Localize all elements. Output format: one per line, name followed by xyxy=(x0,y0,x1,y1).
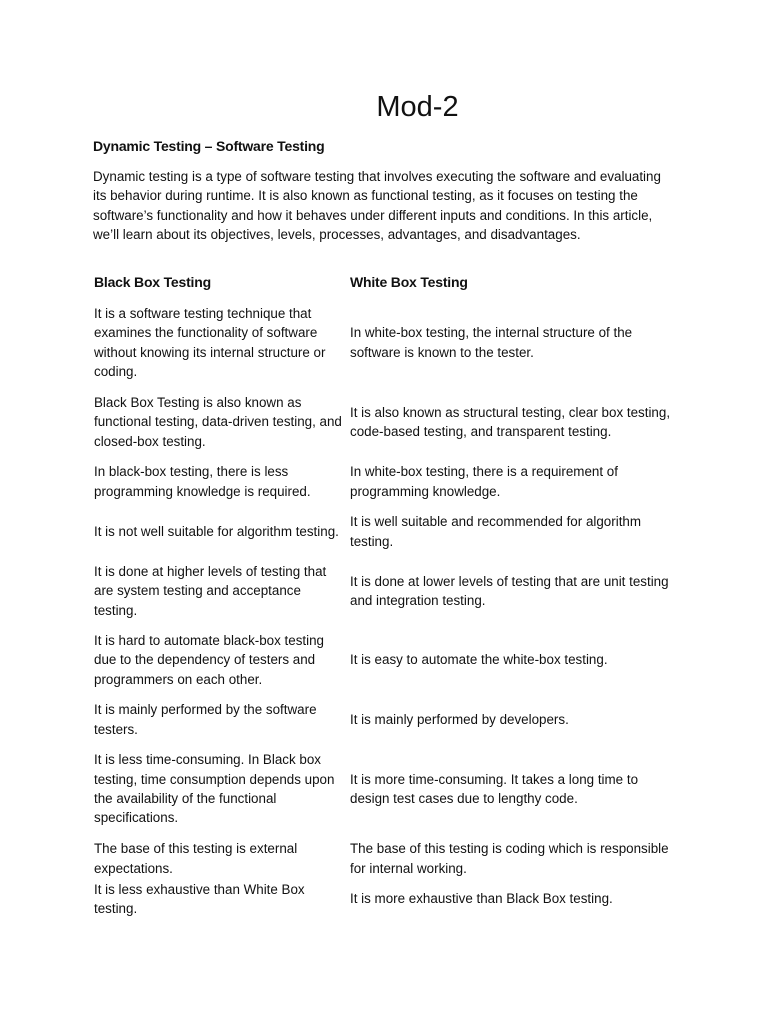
comparison-row xyxy=(93,462,693,501)
comparison-row xyxy=(93,562,693,620)
comparison-row xyxy=(93,303,693,382)
black-box-cell: It is not well suitable for algorithm testing. xyxy=(94,523,339,539)
white-box-cell: The base of this testing is coding which is responsible for internal working. xyxy=(350,841,669,876)
black-box-cell: It is a software testing technique that examines the functionality of software without knowing its internal structure or coding. xyxy=(94,305,326,379)
white-box-cell: It is mainly performed by developers. xyxy=(350,711,569,727)
intro-paragraph: Dynamic testing is a type of software testing that involves executing the software and evaluating its behavior during runtime. It is also known as functional testing, as it focuses on testing the software’s functionality and how it behaves under different inputs and conditions. In this article, we’ll learn about its objectives, levels, processes, advantages, and disadvantages. xyxy=(93,169,661,243)
black-box-cell: It is less time-consuming. In Black box testing, time consumption depends upon the availability of the functional specifications. xyxy=(94,752,335,826)
white-box-cell: It is more exhaustive than Black Box testing. xyxy=(350,891,613,907)
page-title: Mod-2 xyxy=(376,91,459,123)
white-box-cell: It is also known as structural testing, clear box testing, code-based testing, and transparent testing. xyxy=(350,404,671,439)
comparison-header-row xyxy=(93,272,693,294)
white-box-cell: It is more time-consuming. It takes a long time to design test cases due to lengthy code. xyxy=(350,771,639,806)
black-box-cell: It is done at higher levels of testing that are system testing and acceptance testing. xyxy=(94,563,327,618)
white-box-cell: It is easy to automate the white-box testing. xyxy=(350,652,608,668)
white-box-cell: It is well suitable and recommended for algorithm testing. xyxy=(350,514,642,549)
comparison-table xyxy=(93,272,693,916)
comparison-row xyxy=(93,393,693,451)
black-box-cell: It is less exhaustive than White Box testing. xyxy=(94,881,305,916)
comparison-row xyxy=(93,512,693,551)
section-heading: Dynamic Testing – Software Testing xyxy=(93,138,325,154)
white-box-cell: In white-box testing, there is a requirement of programming knowledge. xyxy=(350,464,618,499)
comparison-row xyxy=(93,700,693,739)
black-box-cell: It is mainly performed by the software testers. xyxy=(94,702,317,737)
black-box-cell: The base of this testing is external expectations. xyxy=(94,841,298,876)
comparison-row xyxy=(93,881,693,916)
black-box-cell: Black Box Testing is also known as functional testing, data-driven testing, and closed-box testing. xyxy=(94,394,342,449)
white-box-column-header: White Box Testing xyxy=(350,274,468,291)
comparison-row xyxy=(93,839,693,878)
black-box-cell: In black-box testing, there is less programming knowledge is required. xyxy=(94,464,311,499)
white-box-cell: It is done at lower levels of testing that are unit testing and integration testing. xyxy=(350,573,669,608)
black-box-column-header: Black Box Testing xyxy=(94,274,211,291)
white-box-cell: In white-box testing, the internal structure of the software is known to the tester. xyxy=(350,325,633,360)
comparison-row xyxy=(93,631,693,689)
black-box-cell: It is hard to automate black-box testing due to the dependency of testers and programmers on each other. xyxy=(94,632,324,687)
comparison-row xyxy=(93,750,693,828)
